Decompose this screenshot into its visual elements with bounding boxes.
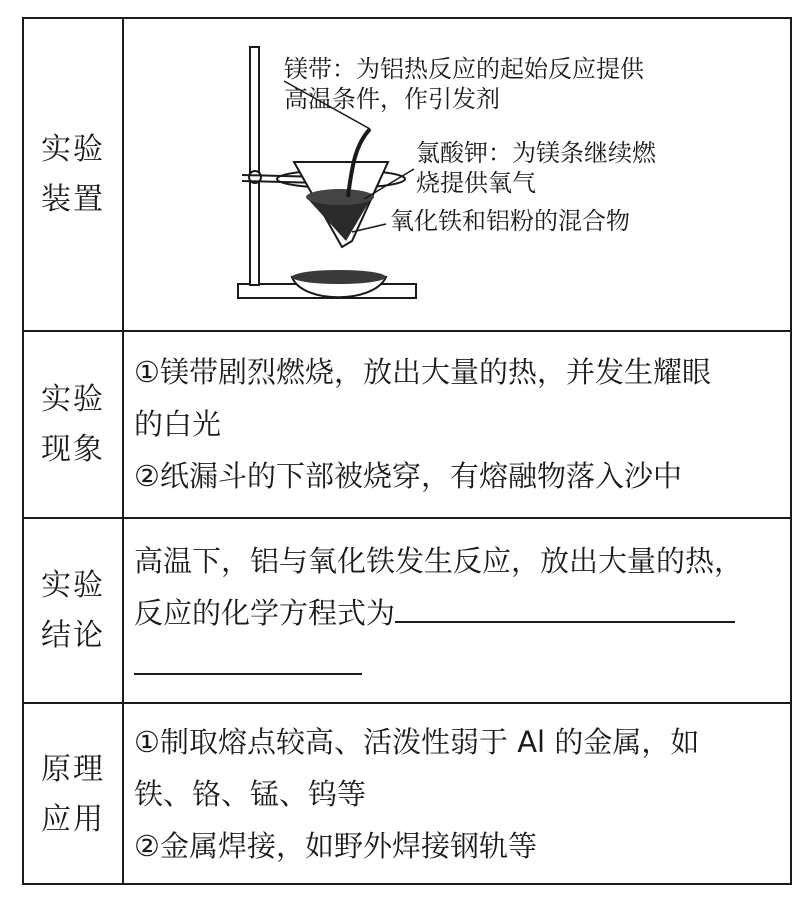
row-content: [134, 535, 780, 691]
content-line: 高温下，铝与氧化铁发生反应，放出大量的热，: [134, 544, 744, 578]
annotation-kclo3: 烧提供氧气: [416, 169, 536, 197]
row-label: [24, 704, 122, 885]
content-line: 的白光: [134, 407, 222, 441]
annotation-kclo3: 氯酸钾：为镁条继续燃: [416, 139, 656, 167]
answer-blank[interactable]: [134, 643, 362, 675]
row-content: [134, 716, 780, 872]
content-line: ①镁带剧烈燃烧，放出大量的热，并发生耀眼: [134, 355, 711, 389]
row-apparatus: [24, 19, 790, 330]
answer-blank[interactable]: [395, 591, 735, 623]
row-application: [24, 704, 790, 885]
annotation-magnesium: 镁带：为铝热反应的起始反应提供: [284, 55, 644, 83]
annotation-magnesium: 高温条件，作引发剂: [284, 85, 500, 113]
content-line: ②纸漏斗的下部被烧穿，有熔融物落入沙中: [134, 459, 682, 493]
label-line: 装置: [41, 181, 105, 217]
label-line: 原理: [41, 751, 105, 787]
row-phenomenon: [24, 332, 790, 517]
label-line: 应用: [41, 801, 105, 837]
content-line: 反应的化学方程式为: [134, 596, 396, 630]
row-conclusion: [24, 519, 790, 702]
content-line: ①制取熔点较高、活泼性弱于 Al 的金属，如: [134, 725, 700, 759]
label-line: 实验: [41, 381, 105, 417]
label-line: 实验: [41, 567, 105, 603]
content-line: ②金属焊接，如野外焊接钢轨等: [134, 829, 537, 863]
label-line: 现象: [41, 431, 105, 467]
row-label: [24, 19, 122, 330]
experiment-table: [22, 17, 792, 885]
label-line: 实验: [41, 131, 105, 167]
row-label: [24, 519, 122, 702]
row-content: [134, 346, 780, 502]
row-label: [24, 332, 122, 517]
content-line: 铁、铬、锰、钨等: [134, 777, 367, 811]
label-line: 结论: [41, 617, 105, 653]
annotation-mixture: 氧化铁和铝粉的混合物: [390, 207, 630, 235]
stand-rod: [250, 47, 259, 285]
thermite-apparatus-diagram: [124, 19, 790, 328]
